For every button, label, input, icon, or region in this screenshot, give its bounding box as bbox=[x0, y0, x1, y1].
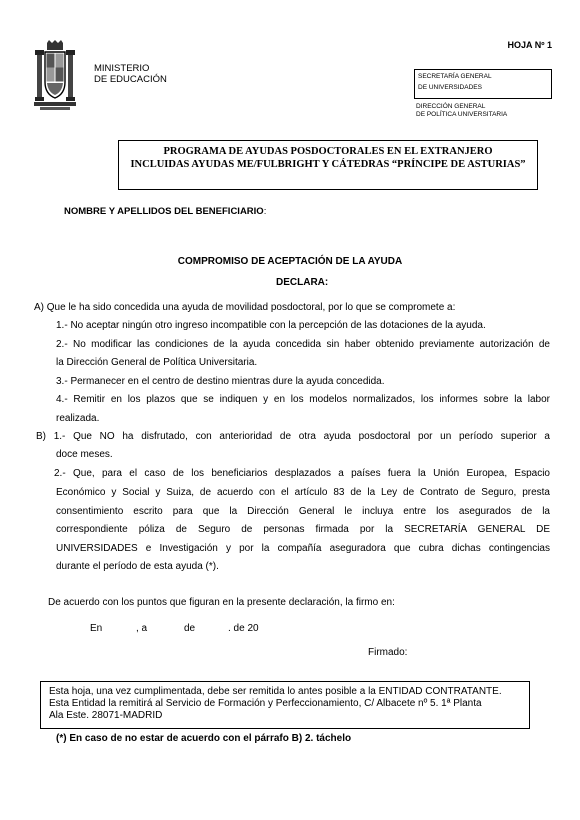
date-a-label: , a bbox=[136, 623, 148, 634]
secretariat-line-2: DE UNIVERSIDADES bbox=[418, 84, 482, 91]
section-a-items bbox=[56, 317, 550, 354]
coat-of-arms-logo bbox=[34, 40, 76, 112]
section-b-item-2-cont bbox=[56, 484, 550, 577]
section-a-item-1: 1.- No aceptar ningún otro ingreso incompatible con la percepción de las dotaciones de la ayuda. bbox=[56, 320, 486, 331]
place-date-line bbox=[0, 623, 580, 637]
ministry-line-2: DE EDUCACIÓN bbox=[94, 74, 167, 85]
submission-line-3: Ala Este. 28071-MADRID bbox=[49, 710, 163, 721]
secretariat-line-1: SECRETARÍA GENERAL bbox=[418, 73, 492, 80]
directorate bbox=[416, 103, 507, 119]
ministry-name bbox=[94, 63, 167, 85]
section-b-item-2-line-5: UNIVERSIDADES e Investigación y por la compañía aseguradora que cubra dichas contingencias bbox=[56, 542, 550, 554]
place-label: En bbox=[90, 623, 103, 634]
agreement-statement: De acuerdo con los puntos que figuran en la presente declaración, la firmo en: bbox=[48, 597, 395, 608]
sheet-number: HOJA Nº 1 bbox=[507, 40, 552, 50]
section-b-item-2-line-2: Económico y Social y Suiza, de acuerdo con el artículo 83 de la Ley de Contrato de Seguro, presta bbox=[56, 487, 550, 498]
document-heading: COMPROMISO DE ACEPTACIÓN DE LA AYUDA bbox=[177, 256, 403, 267]
section-b-item-2-line-6: durante el período de esta ayuda (*). bbox=[56, 561, 219, 572]
date-year-label: . de 20 bbox=[228, 623, 259, 634]
section-b-item-1-cont bbox=[56, 446, 550, 465]
section-a-item-4-line-1: 4.- Remitir en los plazos que se indiquen y en los modelos normalizados, los informes sobre la labor bbox=[56, 394, 550, 405]
section-b-item-2-line-4: correspondiente póliza de Seguro de personas firmada por la SECRETARÍA GENERAL DE bbox=[56, 524, 550, 535]
directorate-line-1: DIRECCIÓN GENERAL bbox=[416, 103, 486, 110]
program-title-line-1: PROGRAMA DE AYUDAS POSDOCTORALES EN EL EXTRANJERO bbox=[163, 146, 493, 157]
section-a-item-2-line-2: la Dirección General de Política Universitaria. bbox=[56, 357, 258, 368]
section-b-item-1-line-1: B) 1.- Que NO ha disfrutado, con anterioridad de otra ayuda posdoctoral por un período superior a bbox=[36, 431, 550, 442]
section-a-intro: A) Que le ha sido concedida una ayuda de movilidad posdoctoral, por lo que se compromete a: bbox=[34, 302, 456, 313]
submission-line-1: Esta hoja, una vez cumplimentada, debe ser remitida lo antes posible a la ENTIDAD CONTRATANTE. bbox=[49, 686, 502, 697]
section-a-item-2-line-1: 2.- No modificar las condiciones de la ayuda concedida sin haber obtenido previamente autorización de bbox=[56, 338, 550, 350]
section-b-item-1 bbox=[36, 428, 550, 447]
section-a-item-4-line-2: realizada. bbox=[56, 412, 100, 424]
beneficiary-label: NOMBRE Y APELLIDOS DEL BENEFICIARIO bbox=[64, 206, 264, 217]
submission-instructions-box bbox=[40, 681, 530, 729]
submission-line-2: Esta Entidad la remitirá al Servicio de Formación y Perfeccionamiento, C/ Albacete nº 5. 1ª Planta bbox=[49, 698, 482, 709]
section-b-item-2-line-3: consentimiento escrito para que la Dirección General le incluya entre los asegurados de la bbox=[56, 505, 550, 517]
date-de-label: de bbox=[184, 623, 196, 634]
section-b-item-2-line-1: 2.- Que, para el caso de los beneficiarios desplazados a países fuera la Unión Europea, Espacio bbox=[54, 468, 550, 479]
section-a bbox=[34, 299, 554, 318]
footnote: (*) En caso de no estar de acuerdo con el párrafo B) 2. táchelo bbox=[56, 733, 352, 744]
beneficiary-colon: : bbox=[263, 206, 267, 217]
signed-label: Firmado: bbox=[368, 647, 408, 658]
section-a-items-cont bbox=[56, 354, 550, 428]
beneficiary-field bbox=[64, 206, 266, 217]
program-title-box bbox=[118, 140, 538, 190]
directorate-line-2: DE POLÍTICA UNIVERSITARIA bbox=[416, 111, 508, 118]
declara-heading: DECLARA: bbox=[276, 277, 329, 288]
ministry-line-1: MINISTERIO bbox=[94, 63, 150, 74]
program-title-line-2: INCLUIDAS AYUDAS ME/FULBRIGHT Y CÁTEDRAS “PRÍNCIPE DE ASTURIAS” bbox=[130, 159, 526, 170]
section-b-item-2 bbox=[54, 465, 550, 484]
section-b-item-1-line-2: doce meses. bbox=[56, 449, 113, 460]
secretariat-box bbox=[414, 69, 552, 99]
section-a-item-3: 3.- Permanecer en el centro de destino mientras dure la ayuda concedida. bbox=[56, 375, 385, 387]
